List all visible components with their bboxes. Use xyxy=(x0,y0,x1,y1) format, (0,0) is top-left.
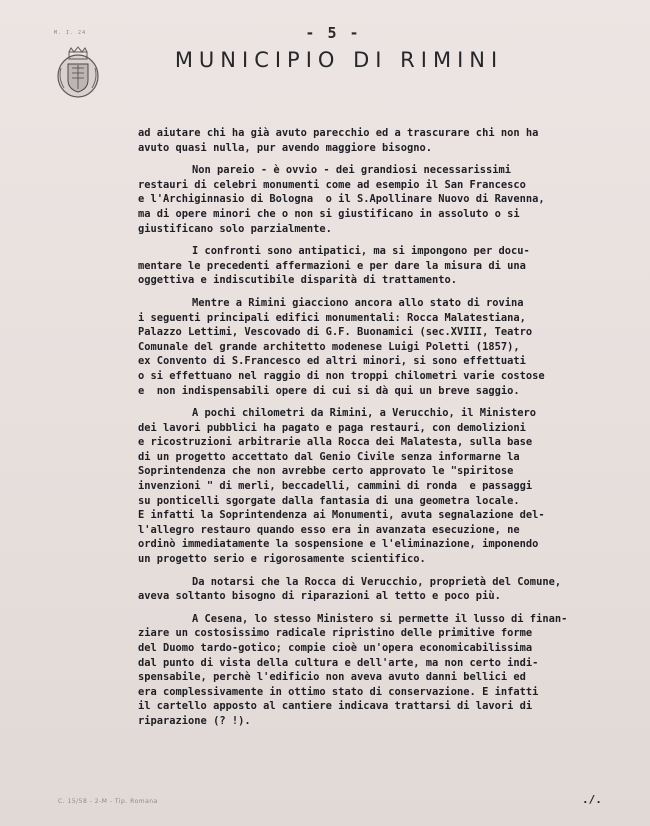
text-line: ordinò immediatamente la sospensione e l'eliminazione, imponendo xyxy=(138,538,539,551)
text-line: ad aiutare chi ha già avuto parecchio ed a trascurare chi non ha xyxy=(138,127,539,139)
text-line: mentare le precedenti affermazioni e per dare la misura di una xyxy=(138,259,526,272)
text-line: avuto quasi nulla, pur avendo maggiore bisogno. xyxy=(138,141,433,154)
text-line: riparazione (? !). xyxy=(138,714,251,727)
text-line: e l'Archiginnasio di Bologna o il S.Apollinare Nuovo di Ravenna, xyxy=(138,193,545,206)
text-line: dal punto di vista della cultura e dell'arte, ma non certo indi- xyxy=(138,656,539,669)
text-line: A pochi chilometri da Rimini, a Verucchio, il Ministero xyxy=(192,407,537,420)
letterhead-title: MUNICIPIO DI RIMINI xyxy=(174,48,504,72)
page-number: - 5 - xyxy=(305,24,361,42)
paragraph xyxy=(138,612,638,729)
text-line: invenzioni " di merli, beccadelli, cammini di ronda e passaggi xyxy=(138,480,533,493)
text-line: l'allegro restauro quando esso era in avanzata esecuzione, ne xyxy=(138,523,520,536)
print-footer: C. 15/58 - 2-M - Tip. Romana xyxy=(58,798,158,805)
text-line: ma di opere minori che o non si giustificano in assoluto o si xyxy=(138,207,520,220)
text-line: Soprintendenza che non avrebbe certo approvato le "spiritose xyxy=(138,465,514,478)
paragraph xyxy=(138,126,638,155)
text-line: restauri di celebri monumenti come ad esempio il San Francesco xyxy=(138,178,526,191)
text-line: i seguenti principali edifici monumentali: Rocca Malatestiana, xyxy=(138,311,526,324)
text-line: Non pareio - è ovvio - dei grandiosi necessarissimi xyxy=(192,164,512,177)
text-line: ziare un costosissimo radicale ripristino delle primitive forme xyxy=(138,627,533,640)
text-line: ex Convento di S.Francesco ed altri minori, si sono effettuati xyxy=(138,355,526,368)
paragraph xyxy=(138,244,638,288)
form-code: M. I. 24 xyxy=(54,30,87,36)
text-line: spensabile, perchè l'edificio non aveva avuto danni bellici ed xyxy=(138,671,526,684)
paragraph xyxy=(138,163,638,236)
text-line: oggettiva e indiscutibile disparità di trattamento. xyxy=(138,274,458,287)
text-line: su ponticelli sgorgate dalla fantasia di una geometra locale. xyxy=(138,494,520,507)
text-line: dei lavori pubblici ha pagato e paga restauri, con demolizioni xyxy=(138,421,526,434)
text-line: A Cesena, lo stesso Ministero si permette il lusso di finan- xyxy=(192,612,568,625)
text-line: e ricostruzioni arbitrarie alla Rocca dei Malatesta, sulla base xyxy=(138,436,533,449)
text-line: Da notarsi che la Rocca di Verucchio, proprietà del Comune, xyxy=(192,575,562,588)
text-line: e non indispensabili opere di cui si dà qui un breve saggio. xyxy=(138,384,520,397)
text-line: Mentre a Rimini giacciono ancora allo stato di rovina xyxy=(192,296,524,309)
text-line: era complessivamente in ottimo stato di conservazione. E infatti xyxy=(138,685,539,698)
continuation-mark: ./. xyxy=(582,793,602,806)
text-line: o si effettuano nel raggio di non troppi chilometri varie costose xyxy=(138,369,545,382)
text-line: I confronti sono antipatici, ma si impongono per docu- xyxy=(192,245,530,258)
text-line: giustificano solo parzialmente. xyxy=(138,222,332,235)
text-line: il cartello apposto al cantiere indicava trattarsi di lavori di xyxy=(138,700,533,713)
paragraph xyxy=(138,296,638,398)
document-body xyxy=(138,126,638,737)
text-line: un progetto serio e rigorosamente scientifico. xyxy=(138,553,426,566)
paragraph xyxy=(138,575,638,604)
text-line: Comunale del grande architetto modenese Luigi Poletti (1857), xyxy=(138,340,520,353)
text-line: aveva soltanto bisogno di riparazioni al tetto e poco più. xyxy=(138,590,501,603)
text-line: di un progetto accettato dal Genio Civile senza informarne la xyxy=(138,450,520,463)
text-line: del Duomo tardo-gotico; compie cioè un'opera economicabilissima xyxy=(138,642,533,654)
text-line: Palazzo Lettimi, Vescovado di G.F. Buonamici (sec.XVIII, Teatro xyxy=(138,326,533,339)
paragraph xyxy=(138,406,638,567)
text-line: E infatti la Soprintendenza ai Monumenti, avuta segnalazione del- xyxy=(138,509,545,522)
